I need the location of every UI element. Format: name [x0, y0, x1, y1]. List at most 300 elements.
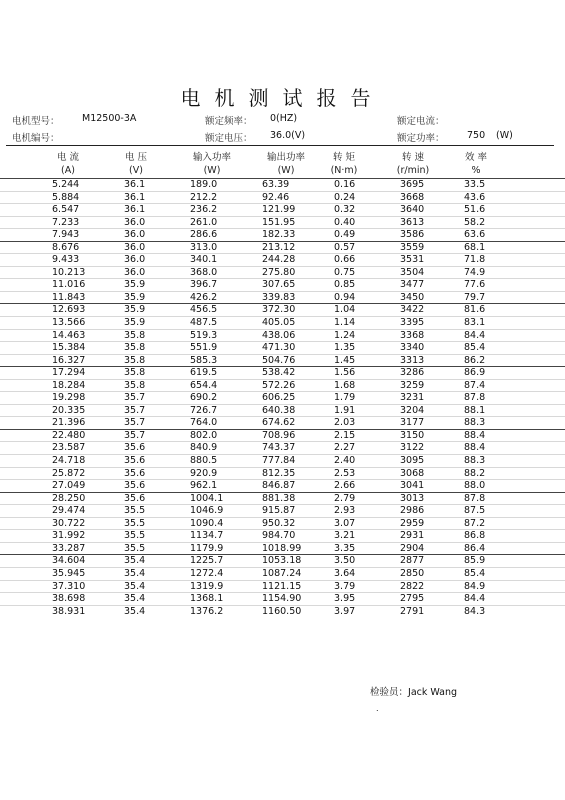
- cell-input-power: 1004.1: [190, 492, 224, 504]
- cell-voltage: 35.7: [124, 404, 146, 416]
- cell-current: 9.433: [52, 254, 80, 266]
- cell-efficiency: 51.6: [464, 204, 486, 216]
- table-row: [0, 605, 565, 618]
- cell-speed: 3286: [400, 367, 425, 379]
- cell-torque: 2.40: [334, 455, 356, 467]
- header-voltage-unit: (V): [129, 165, 143, 176]
- cell-current: 29.474: [52, 505, 86, 517]
- cell-voltage: 35.5: [124, 505, 146, 517]
- cell-current: 5.244: [52, 179, 80, 190]
- cell-input-power: 1376.2: [190, 605, 224, 617]
- cell-input-power: 396.7: [190, 279, 218, 291]
- cell-speed: 3122: [400, 442, 425, 454]
- cell-torque: 0.66: [334, 254, 356, 266]
- cell-input-power: 426.2: [190, 291, 218, 303]
- cell-speed: 3313: [400, 354, 425, 366]
- cell-voltage: 35.8: [124, 354, 146, 366]
- cell-torque: 1.68: [334, 379, 356, 391]
- cell-efficiency: 43.6: [464, 191, 486, 203]
- cell-speed: 2795: [400, 593, 425, 605]
- cell-efficiency: 79.7: [464, 291, 486, 303]
- cell-voltage: 36.1: [124, 191, 146, 203]
- cell-output-power: 339.83: [262, 291, 296, 303]
- cell-voltage: 36.1: [124, 179, 146, 190]
- cell-speed: 3231: [400, 392, 425, 404]
- cell-voltage: 36.1: [124, 204, 146, 216]
- cell-voltage: 35.4: [124, 593, 146, 605]
- cell-input-power: 880.5: [190, 455, 218, 467]
- cell-current: 37.310: [52, 580, 86, 592]
- cell-current: 13.566: [52, 317, 86, 329]
- table-row: [0, 241, 565, 254]
- cell-current: 23.587: [52, 442, 86, 454]
- cell-output-power: 538.42: [262, 367, 296, 379]
- cell-output-power: 405.05: [262, 317, 296, 329]
- cell-input-power: 840.9: [190, 442, 218, 454]
- table-row: [0, 492, 565, 505]
- cell-output-power: 182.33: [262, 229, 296, 241]
- cell-torque: 1.56: [334, 367, 356, 379]
- cell-torque: 1.45: [334, 354, 356, 366]
- cell-current: 11.843: [52, 291, 86, 303]
- cell-current: 5.884: [52, 191, 80, 203]
- cell-efficiency: 86.9: [464, 367, 486, 379]
- cell-output-power: 504.76: [262, 354, 296, 366]
- cell-torque: 0.85: [334, 279, 356, 291]
- cell-output-power: 1160.50: [262, 605, 302, 617]
- cell-speed: 3204: [400, 404, 425, 416]
- header-output-power-name: 输出功率: [266, 152, 305, 163]
- cell-output-power: 743.37: [262, 442, 296, 454]
- cell-voltage: 35.9: [124, 317, 146, 329]
- rated-power-label: 额定功率：: [397, 133, 445, 144]
- header-voltage-name: 电 压: [124, 152, 148, 163]
- cell-speed: 3477: [400, 279, 425, 291]
- cell-output-power: 1053.18: [262, 555, 302, 567]
- cell-speed: 2904: [400, 542, 425, 554]
- cell-efficiency: 88.4: [464, 429, 486, 441]
- table-row: [0, 580, 565, 593]
- cell-efficiency: 85.9: [464, 555, 486, 567]
- cell-current: 8.676: [52, 241, 80, 253]
- cell-input-power: 1090.4: [190, 517, 224, 529]
- cell-efficiency: 84.9: [464, 580, 486, 592]
- table-row: [0, 554, 565, 567]
- cell-voltage: 35.8: [124, 342, 146, 354]
- cell-efficiency: 87.8: [464, 492, 486, 504]
- report-title: 电机测试报告: [180, 86, 385, 110]
- cell-current: 34.604: [52, 555, 86, 567]
- cell-speed: 3259: [400, 379, 425, 391]
- cell-speed: 2877: [400, 555, 425, 567]
- cell-input-power: 1179.9: [190, 542, 224, 554]
- table-row: [0, 329, 565, 342]
- cell-current: 14.463: [52, 329, 86, 341]
- header-current: [40, 151, 96, 177]
- cell-current: 7.943: [52, 229, 80, 241]
- cell-input-power: 764.0: [190, 417, 218, 429]
- cell-torque: 3.21: [334, 530, 356, 542]
- cell-current: 16.327: [52, 354, 86, 366]
- cell-efficiency: 74.9: [464, 266, 486, 278]
- cell-torque: 3.50: [334, 555, 356, 567]
- cell-torque: 0.49: [334, 229, 356, 241]
- cell-efficiency: 87.4: [464, 379, 486, 391]
- cell-torque: 1.91: [334, 404, 356, 416]
- table-row: [0, 316, 565, 329]
- cell-speed: 3422: [400, 304, 425, 316]
- table-row: [0, 253, 565, 266]
- cell-input-power: 726.7: [190, 404, 218, 416]
- cell-output-power: 881.38: [262, 492, 296, 504]
- cell-current: 33.287: [52, 542, 86, 554]
- cell-current: 35.945: [52, 567, 86, 579]
- header-speed-name: 转 速: [401, 152, 425, 163]
- cell-output-power: 572.26: [262, 379, 296, 391]
- cell-voltage: 35.4: [124, 555, 146, 567]
- cell-input-power: 690.2: [190, 392, 218, 404]
- cell-voltage: 35.9: [124, 279, 146, 291]
- cell-efficiency: 85.4: [464, 567, 486, 579]
- cell-torque: 2.66: [334, 480, 356, 492]
- cell-current: 25.872: [52, 467, 86, 479]
- cell-torque: 3.95: [334, 593, 356, 605]
- rated-voltage-value: 36.0(V): [270, 130, 306, 141]
- cell-voltage: 36.0: [124, 216, 146, 228]
- cell-torque: 0.32: [334, 204, 356, 216]
- rated-power-value: 750: [467, 130, 486, 141]
- header-speed-unit: (r/min): [396, 165, 430, 176]
- cell-torque: 3.07: [334, 517, 356, 529]
- header-efficiency: [452, 151, 500, 177]
- cell-efficiency: 88.4: [464, 442, 486, 454]
- cell-speed: 3504: [400, 266, 425, 278]
- cell-voltage: 35.9: [124, 304, 146, 316]
- header-output-power-unit: (W): [277, 165, 295, 176]
- cell-input-power: 551.9: [190, 342, 218, 354]
- cell-input-power: 920.9: [190, 467, 218, 479]
- table-row: [0, 266, 565, 279]
- header-current-unit: (A): [61, 165, 75, 176]
- cell-output-power: 275.80: [262, 266, 296, 278]
- cell-speed: 2931: [400, 530, 425, 542]
- cell-torque: 1.24: [334, 329, 356, 341]
- cell-voltage: 35.4: [124, 567, 146, 579]
- cell-torque: 3.35: [334, 542, 356, 554]
- signature-mark: .: [376, 704, 379, 713]
- cell-input-power: 519.3: [190, 329, 218, 341]
- cell-voltage: 35.7: [124, 429, 146, 441]
- cell-efficiency: 86.4: [464, 542, 486, 554]
- cell-output-power: 846.87: [262, 480, 296, 492]
- table-row: [0, 429, 565, 442]
- cell-efficiency: 88.0: [464, 480, 486, 492]
- cell-input-power: 261.0: [190, 216, 218, 228]
- cell-output-power: 151.95: [262, 216, 296, 228]
- cell-speed: 3395: [400, 317, 425, 329]
- cell-output-power: 372.30: [262, 304, 296, 316]
- cell-speed: 3613: [400, 216, 425, 228]
- cell-input-power: 340.1: [190, 254, 218, 266]
- header-torque: [318, 151, 370, 177]
- header-speed: [385, 151, 441, 177]
- cell-voltage: 35.8: [124, 329, 146, 341]
- cell-speed: 3450: [400, 291, 425, 303]
- cell-current: 30.722: [52, 517, 86, 529]
- header-efficiency-name: 效 率: [464, 152, 488, 163]
- table-row: [0, 216, 565, 229]
- cell-voltage: 35.7: [124, 417, 146, 429]
- cell-efficiency: 85.4: [464, 342, 486, 354]
- cell-input-power: 456.5: [190, 304, 218, 316]
- cell-current: 18.284: [52, 379, 86, 391]
- cell-torque: 0.24: [334, 191, 356, 203]
- inspector-name: ：Jack Wang: [398, 687, 458, 698]
- cell-output-power: 213.12: [262, 241, 296, 253]
- cell-input-power: 654.4: [190, 379, 218, 391]
- cell-torque: 0.40: [334, 216, 356, 228]
- cell-speed: 2850: [400, 567, 425, 579]
- cell-efficiency: 63.6: [464, 229, 486, 241]
- cell-efficiency: 86.2: [464, 354, 486, 366]
- cell-voltage: 36.0: [124, 229, 146, 241]
- cell-efficiency: 87.2: [464, 517, 486, 529]
- cell-output-power: 121.99: [262, 204, 296, 216]
- table-row: [0, 592, 565, 605]
- cell-voltage: 36.0: [124, 266, 146, 278]
- cell-torque: 0.75: [334, 266, 356, 278]
- header-efficiency-unit: %: [471, 165, 481, 176]
- cell-output-power: 63.39: [262, 179, 290, 190]
- table-row: [0, 191, 565, 204]
- cell-output-power: 471.30: [262, 342, 296, 354]
- cell-voltage: 35.4: [124, 580, 146, 592]
- cell-efficiency: 71.8: [464, 254, 486, 266]
- cell-input-power: 236.2: [190, 204, 218, 216]
- cell-voltage: 35.6: [124, 455, 146, 467]
- cell-efficiency: 84.4: [464, 329, 486, 341]
- cell-current: 6.547: [52, 204, 80, 216]
- test-data-table: [0, 178, 565, 617]
- cell-current: 27.049: [52, 480, 86, 492]
- header-torque-name: 转 矩: [332, 152, 356, 163]
- cell-input-power: 1225.7: [190, 555, 224, 567]
- cell-torque: 3.79: [334, 580, 356, 592]
- header-top-rule: [6, 145, 554, 146]
- cell-current: 12.693: [52, 304, 86, 316]
- table-row: [0, 479, 565, 492]
- cell-current: 24.718: [52, 455, 86, 467]
- table-row: [0, 454, 565, 467]
- rated-frequency-label: 额定频率：: [205, 116, 253, 127]
- rated-power-unit: (W): [496, 130, 513, 141]
- cell-input-power: 1046.9: [190, 505, 224, 517]
- rated-current-label: 额定电流：: [397, 116, 445, 127]
- cell-speed: 2959: [400, 517, 425, 529]
- cell-voltage: 36.0: [124, 254, 146, 266]
- cell-input-power: 1319.9: [190, 580, 224, 592]
- cell-output-power: 606.25: [262, 392, 296, 404]
- cell-voltage: 35.5: [124, 517, 146, 529]
- cell-speed: 3095: [400, 455, 425, 467]
- cell-speed: 3368: [400, 329, 425, 341]
- motor-model-label: 电机型号：: [12, 116, 60, 127]
- cell-speed: 2791: [400, 605, 425, 617]
- cell-speed: 2822: [400, 580, 425, 592]
- cell-input-power: 585.3: [190, 354, 218, 366]
- rated-voltage-label: 额定电压：: [205, 133, 253, 144]
- table-row: [0, 416, 565, 429]
- cell-voltage: 35.4: [124, 605, 146, 617]
- cell-current: 7.233: [52, 216, 80, 228]
- cell-torque: 0.57: [334, 241, 356, 253]
- header-voltage: [108, 151, 164, 177]
- table-row: [0, 341, 565, 354]
- cell-output-power: 307.65: [262, 279, 296, 291]
- inspector-label: 检验员: [370, 687, 399, 698]
- cell-voltage: 35.6: [124, 480, 146, 492]
- cell-efficiency: 83.1: [464, 317, 486, 329]
- table-row: [0, 354, 565, 367]
- cell-voltage: 35.6: [124, 442, 146, 454]
- cell-torque: 1.04: [334, 304, 356, 316]
- cell-voltage: 36.0: [124, 241, 146, 253]
- cell-torque: 0.94: [334, 291, 356, 303]
- cell-speed: 3559: [400, 241, 425, 253]
- table-row: [0, 228, 565, 241]
- cell-output-power: 640.38: [262, 404, 296, 416]
- inspector-signature: [370, 684, 457, 698]
- cell-input-power: 189.0: [190, 179, 218, 190]
- cell-efficiency: 84.3: [464, 605, 486, 617]
- cell-output-power: 950.32: [262, 517, 296, 529]
- cell-efficiency: 81.6: [464, 304, 486, 316]
- cell-current: 11.016: [52, 279, 86, 291]
- cell-torque: 2.27: [334, 442, 356, 454]
- cell-current: 17.294: [52, 367, 86, 379]
- cell-output-power: 1087.24: [262, 567, 302, 579]
- cell-speed: 3695: [400, 179, 425, 190]
- cell-speed: 3041: [400, 480, 425, 492]
- header-input-power-unit: (W): [203, 165, 221, 176]
- cell-efficiency: 84.4: [464, 593, 486, 605]
- cell-torque: 1.79: [334, 392, 356, 404]
- cell-input-power: 1272.4: [190, 567, 224, 579]
- cell-voltage: 35.6: [124, 492, 146, 504]
- cell-input-power: 619.5: [190, 367, 218, 379]
- table-row: [0, 391, 565, 404]
- cell-input-power: 368.0: [190, 266, 218, 278]
- cell-efficiency: 33.5: [464, 179, 486, 190]
- cell-output-power: 1121.15: [262, 580, 302, 592]
- cell-output-power: 984.70: [262, 530, 296, 542]
- cell-current: 31.992: [52, 530, 86, 542]
- cell-speed: 3531: [400, 254, 425, 266]
- cell-input-power: 1368.1: [190, 593, 224, 605]
- cell-input-power: 286.6: [190, 229, 218, 241]
- cell-torque: 1.14: [334, 317, 356, 329]
- header-torque-unit: (N·m): [330, 165, 358, 176]
- cell-torque: 0.16: [334, 179, 356, 190]
- cell-output-power: 777.84: [262, 455, 296, 467]
- cell-current: 21.396: [52, 417, 86, 429]
- cell-efficiency: 58.2: [464, 216, 486, 228]
- cell-input-power: 962.1: [190, 480, 218, 492]
- cell-output-power: 244.28: [262, 254, 296, 266]
- cell-speed: 3013: [400, 492, 425, 504]
- header-current-name: 电 流: [56, 152, 80, 163]
- cell-voltage: 35.8: [124, 367, 146, 379]
- cell-output-power: 1018.99: [262, 542, 302, 554]
- table-row: [0, 504, 565, 517]
- cell-current: 38.931: [52, 605, 86, 617]
- cell-voltage: 35.6: [124, 467, 146, 479]
- cell-voltage: 35.5: [124, 530, 146, 542]
- table-row: [0, 467, 565, 480]
- cell-input-power: 313.0: [190, 241, 218, 253]
- cell-voltage: 35.7: [124, 392, 146, 404]
- cell-input-power: 802.0: [190, 429, 218, 441]
- cell-input-power: 1134.7: [190, 530, 224, 542]
- cell-torque: 2.15: [334, 429, 356, 441]
- cell-torque: 2.03: [334, 417, 356, 429]
- cell-speed: 3586: [400, 229, 425, 241]
- cell-torque: 2.53: [334, 467, 356, 479]
- cell-current: 19.298: [52, 392, 86, 404]
- cell-torque: 1.35: [334, 342, 356, 354]
- header-input-power-name: 输入功率: [192, 152, 231, 163]
- cell-speed: 3340: [400, 342, 425, 354]
- table-row: [0, 529, 565, 542]
- table-row: [0, 567, 565, 580]
- cell-efficiency: 88.3: [464, 455, 486, 467]
- cell-current: 10.213: [52, 266, 86, 278]
- cell-output-power: 915.87: [262, 505, 296, 517]
- cell-voltage: 35.9: [124, 291, 146, 303]
- cell-speed: 3068: [400, 467, 425, 479]
- cell-output-power: 674.62: [262, 417, 296, 429]
- cell-current: 38.698: [52, 593, 86, 605]
- cell-current: 22.480: [52, 429, 86, 441]
- cell-efficiency: 86.8: [464, 530, 486, 542]
- header-output-power: [252, 151, 320, 177]
- table-row: [0, 517, 565, 530]
- cell-output-power: 92.46: [262, 191, 290, 203]
- cell-speed: 3150: [400, 429, 425, 441]
- cell-speed: 3177: [400, 417, 425, 429]
- cell-efficiency: 87.5: [464, 505, 486, 517]
- cell-efficiency: 88.1: [464, 404, 486, 416]
- table-row: [0, 441, 565, 454]
- cell-torque: 2.93: [334, 505, 356, 517]
- header-input-power: [178, 151, 246, 177]
- cell-current: 15.384: [52, 342, 86, 354]
- cell-speed: 3640: [400, 204, 425, 216]
- cell-voltage: 35.5: [124, 542, 146, 554]
- table-row: [0, 203, 565, 216]
- cell-efficiency: 77.6: [464, 279, 486, 291]
- cell-torque: 3.64: [334, 567, 356, 579]
- cell-speed: 2986: [400, 505, 425, 517]
- table-row: [0, 303, 565, 316]
- table-row: [0, 278, 565, 291]
- cell-efficiency: 88.2: [464, 467, 486, 479]
- cell-current: 20.335: [52, 404, 86, 416]
- cell-output-power: 708.96: [262, 429, 296, 441]
- cell-efficiency: 68.1: [464, 241, 486, 253]
- cell-input-power: 487.5: [190, 317, 218, 329]
- table-row: [0, 404, 565, 417]
